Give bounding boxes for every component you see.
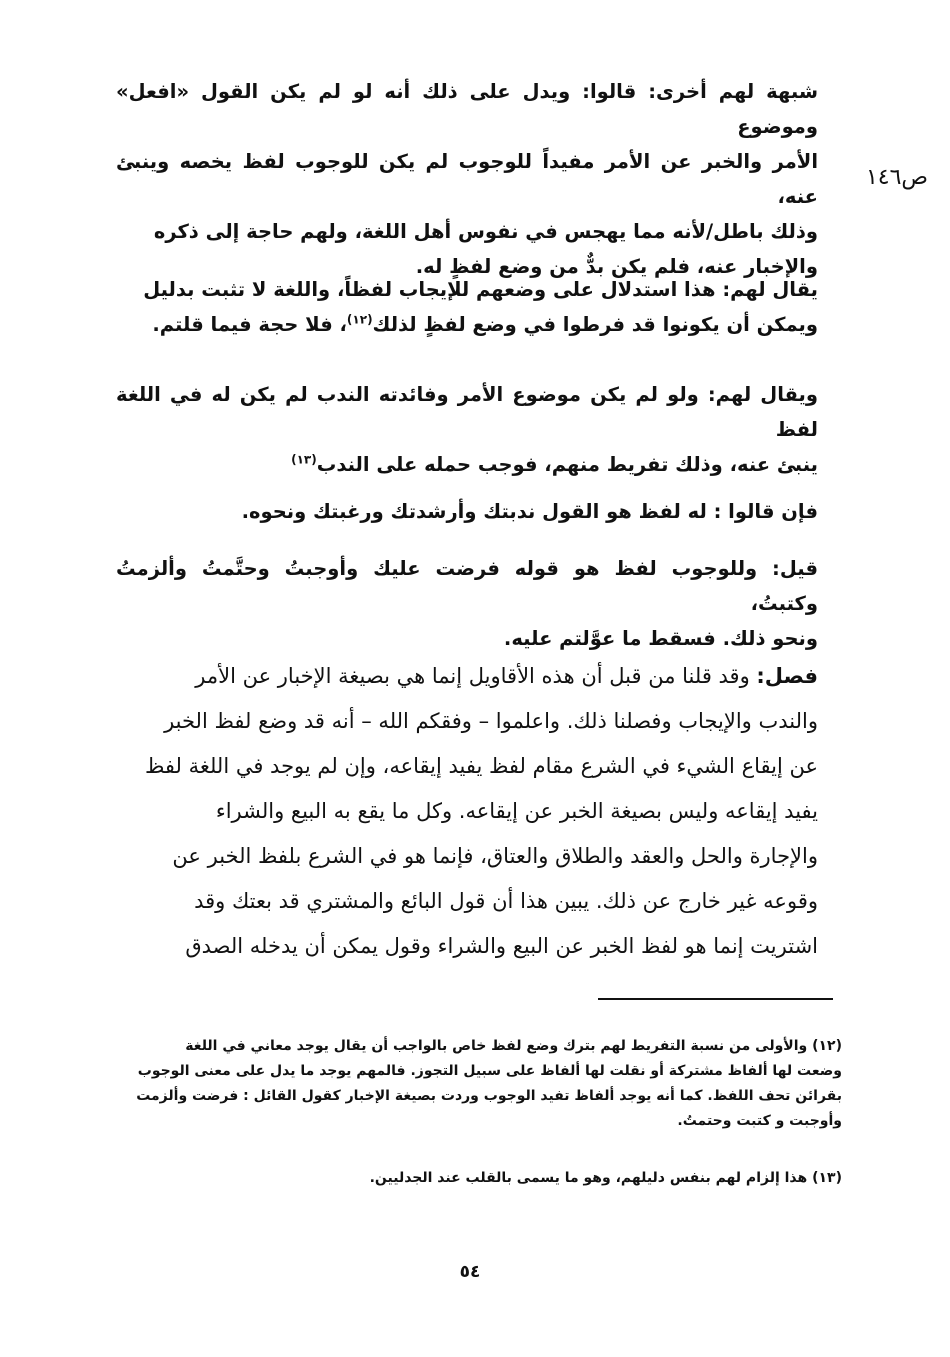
paragraph-it-was-said [116, 551, 818, 656]
text-segment: وقد قلنا من قبل أن هذه الأقاويل إنما هي بصيغة الإخبار عن الأمر [195, 664, 757, 688]
text-segment: ويمكن أن يكونوا قد فرطوا في وضع لفظٍ لذلك [372, 313, 818, 336]
footnote-ref-13: (١٣) [291, 452, 317, 467]
text-line: الأمر والخبر عن الأمر مفيداً للوجوب لم يكن للوجوب لفظ يخصه وينبئ عنه، [116, 150, 818, 208]
text-line: والندب والإيجاب وفصلنا ذلك. واعلموا – وفقكم الله – أنه قد وضع لفظ الخبر [164, 709, 818, 733]
footnote-line: وأوجبت و كتبت وحتمتُ. [677, 1113, 842, 1129]
footnote-13 [102, 1166, 842, 1191]
text-line: اشتريت إنما هو لفظ الخبر عن البيع والشراء وقول يمكن أن يدخله الصدق [185, 934, 818, 958]
text-segment: ، فلا حجة فيما قلتم. [152, 313, 347, 336]
footnote-line: (١٢) والأولى من نسبة التفريط لهم بترك وضع لفظ خاص بالواجب أن يقال يوجد معاني في اللغة [185, 1038, 842, 1054]
text-line: قيل: وللوجوب لفظ هو قوله فرضت عليك وأوجبتُ وحتَّمتُ وألزمتُ وكتبتُ، [116, 557, 818, 615]
paragraph-reply-two [116, 377, 818, 482]
text-line: يقال لهم: هذا استدلال على وضعهم للإيجاب لفظاً، واللغة لا تثبت بدليل [143, 278, 818, 301]
footnote-line: وضعت لها ألفاظ مشتركة أو نقلت لها ألفاظ على سبيل التجوز. فالمهم يوجد ما يدل على معنى الوجوب [137, 1063, 842, 1079]
text-line: وقوعه غير خارج عن ذلك. يبين هذا أن قول البائع والمشتري قد بعتك وقد [194, 889, 818, 913]
text-line: والإجارة والحل والعقد والطلاق والعتاق، فإنما هو في الشرع بلفظ الخبر عن [172, 844, 818, 868]
paragraph-objection [116, 74, 818, 284]
page-number: ٥٤ [459, 1262, 481, 1282]
margin-page-reference: ص١٤٦ [865, 165, 928, 190]
paragraph-reply-one [116, 272, 818, 342]
section-label: فصل: [756, 664, 818, 688]
text-line: والإخبار عنه، فلم يكن بدٌّ من وضع لفظٍ له. [415, 255, 818, 278]
text-line [116, 447, 818, 482]
text-line: فإن قالوا : له لفظ هو القول ندبتك وأرشدتك ورغبتك ونحوه. [241, 500, 818, 523]
section-fasl [116, 654, 818, 969]
text-line [116, 654, 818, 699]
text-segment: ينبئ عنه، وذلك تفريط منهم، فوجب حمله على الندب [316, 453, 818, 476]
footnote-line: بقرائن تحف اللفظ. كما أنه يوجد ألفاظ تفيد الوجوب وردت بصيغة الإخبار كقول القائل : فرضت وألزمت [136, 1088, 842, 1104]
footnote-12 [102, 1034, 842, 1134]
footnote-ref-12: (١٢) [346, 312, 373, 327]
text-line: ونحو ذلك. فسقط ما عوَّلتم عليه. [503, 627, 818, 650]
footnote-divider [598, 998, 833, 1000]
text-line: شبهة لهم أخرى: قالوا: ويدل على ذلك أنه لو لم يكن القول «افعل» وموضوع [116, 80, 818, 138]
text-line [116, 307, 818, 342]
paragraph-if-they-said [116, 494, 818, 529]
text-line: يفيد إيقاعه وليس بصيغة الخبر عن إيقاعه. وكل ما يقع به البيع والشراء [215, 799, 818, 823]
text-line: عن إيقاع الشيء في الشرع مقام لفظ يفيد إيقاعه، وإن لم يوجد في اللغة لفظ [144, 754, 818, 778]
text-line: ويقال لهم: ولو لم يكن موضوع الأمر وفائدته الندب لم يكن له في اللغة لفظ [116, 383, 818, 441]
text-line: وذلك باطل/لأنه مما يهجس في نفوس أهل اللغة، ولهم حاجة إلى ذكره [153, 220, 818, 243]
footnote-line: (١٣) هذا إلزام لهم بنفس دليلهم، وهو ما يسمى بالقلب عند الجدليين. [369, 1170, 842, 1186]
